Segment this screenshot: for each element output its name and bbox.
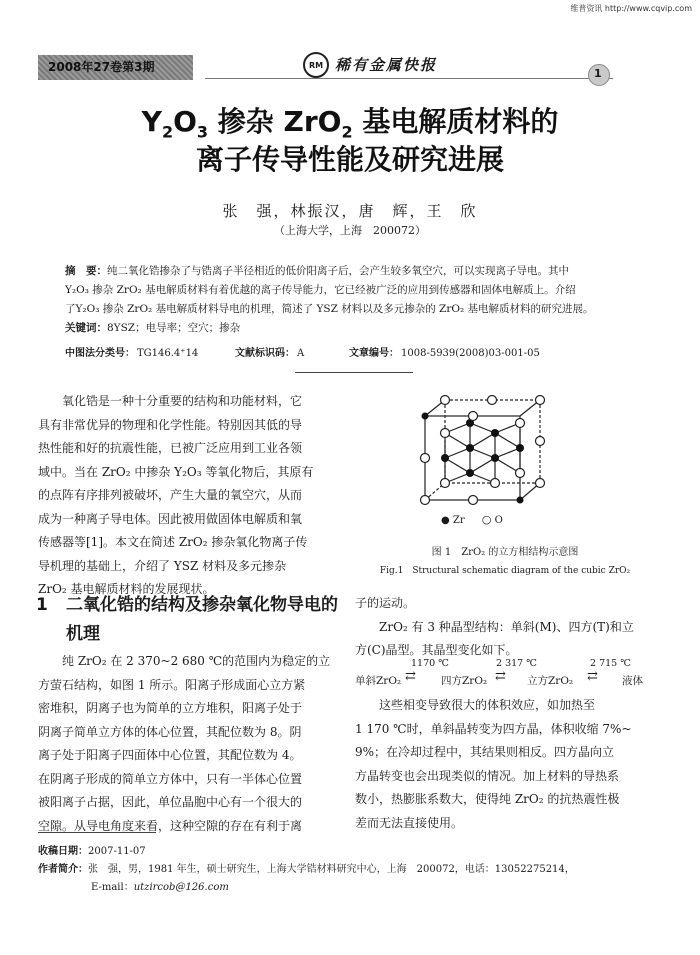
title-y: Y: [141, 105, 162, 138]
doc-label: 文献标识码：: [235, 348, 295, 359]
sec1-line: 离子处于阳离子四面体中心位置，其配位数为 4。: [38, 748, 302, 762]
right-line: 这些相变导致很大的体积效应，如加热至: [379, 698, 596, 712]
doc-code: [235, 344, 304, 359]
paper-title-line2: 离子传导性能及研究进展: [195, 143, 504, 176]
arrow-icon: ⇄: [405, 669, 416, 684]
phase-liquid: 液体: [622, 675, 643, 687]
o-circle-icon: ○: [481, 513, 492, 526]
abstract-line: Y₂O₃ 掺杂 ZrO₂ 基电解质材料有着优越的离子传导能力，它已经被广泛的应用到传感器和固体电解质上。介绍: [65, 284, 576, 296]
sec1-line: 被阳离子占据，因此，单位晶胞中心有一个很大的: [38, 795, 303, 809]
phase-transition-equation: [355, 658, 655, 692]
authors: 张 强，林振汉，唐 辉，王 欣: [222, 202, 478, 220]
intro-line: 热性能和好的抗震性能，已被广泛应用到工业各领: [38, 441, 303, 455]
abstract-line: 了Y₂O₃ 掺杂 ZrO₂ 基电解质材料导电的机理，简述了 YSZ 材料以及多元掺杂的 ZrO₂ 基电解质材料的研究进展。: [65, 303, 594, 315]
footnote-received: [38, 843, 146, 860]
right-line: 方(C)晶型。其晶型变化如下。: [355, 643, 518, 657]
right-line: 9%；在冷却过程中，其结果则相反。四方晶向立: [355, 745, 615, 759]
sec1-line: 在阴离子形成的简单立方体中，只有一半体心位置: [38, 771, 303, 786]
title-o: O: [173, 105, 197, 138]
sec1-line: 密堆积，阴离子也为简单的立方堆积，阳离子处于: [38, 701, 303, 715]
section-number: 1: [36, 595, 48, 615]
right-line: 1 170 ℃时，单斜晶转变为四方晶，体积收缩 7%~: [355, 721, 632, 736]
right-col-text-2: [355, 694, 655, 835]
abstract: [65, 262, 635, 338]
intro-line: 的点阵有序排列被破坏，产生大量的氧空穴，从而: [38, 488, 303, 502]
intro-line: 成为一种离子导电体。因此被用做固体电解质和氧: [38, 511, 303, 526]
volume-label: 2008年27卷第3期: [48, 60, 155, 74]
email-label: E-mail：: [91, 882, 134, 893]
journal-logo-icon: [303, 52, 329, 78]
clc-value: TG146.4⁺14: [137, 348, 199, 359]
right-line: 方晶转变也会出现类似的情况。加上材料的导热系: [355, 768, 620, 783]
phase-cubic: 立方ZrO₂: [527, 675, 574, 687]
right-col-text: [355, 592, 655, 663]
journal-name: 稀有金属快报: [335, 56, 438, 74]
intro-line: 传感器等[1]。本文在简述 ZrO₂ 掺杂氧化物离子传: [38, 535, 308, 549]
page-number: 1: [594, 67, 602, 80]
title-sub: 2: [341, 122, 353, 142]
figure-caption-en: Fig.1 Structural schematic diagram of the cubic ZrO₂: [379, 566, 631, 576]
footnote-rule: [38, 832, 156, 833]
legend-zr: Zr: [452, 515, 465, 526]
temp-3: 2 715 ℃: [590, 658, 631, 669]
author-label: 作者简介：: [38, 864, 88, 875]
temp-2: 2 317 ℃: [496, 658, 537, 669]
sec1-line: 方萤石结构，如图 1 所示。阳离子形成面心立方紧: [38, 677, 306, 692]
right-line: 子的运动。: [355, 596, 416, 610]
paper-title-line1: [0, 100, 700, 142]
author-bio: 张 强，男，1981 年生，硕士研究生，上海大学锆材料研究中心，上海 200072，电话：13052275214，: [88, 864, 575, 875]
title-sub: 3: [196, 122, 209, 142]
intro-line: 具有非常优异的物理和化学性能。特别因其低的导: [38, 417, 303, 432]
abstract-label: 摘 要：: [65, 265, 107, 277]
figure-legend: [441, 513, 503, 526]
right-line: ZrO₂ 有 3 种晶型结构：单斜(M)、四方(T)和立: [379, 619, 634, 634]
abstract-rule: [295, 372, 413, 373]
received-date: 2007-11-07: [88, 846, 146, 857]
footnote-author: [38, 861, 678, 878]
article-label: 文章编号：: [349, 348, 399, 359]
temp-1: 1170 ℃: [411, 658, 449, 669]
watermark: 维普资讯 http://www.cqvip.com: [570, 4, 692, 13]
footnote-email: [91, 879, 229, 896]
email-value: utzircob@126.com: [133, 882, 229, 893]
affiliation: （上海大学，上海 200072）: [274, 224, 426, 237]
zr-dot-icon: ●: [441, 515, 450, 526]
abstract-line: 纯二氧化锆掺杂了与锆离子半径相近的低价阳离子后，会产生较多氧空穴，可以实现离子导电。其中: [107, 265, 569, 277]
sec1-line: 空隙。从导电角度来看，这种空隙的存在有利于离: [38, 818, 303, 833]
arrow-icon: ⇄: [587, 669, 598, 684]
article-value: 1008-5939(2008)03-001-05: [401, 348, 540, 359]
title-end: 基电解质材料的: [352, 105, 559, 138]
arrow-icon: ⇄: [495, 669, 506, 684]
phase-tetragonal: 四方ZrO₂: [441, 675, 488, 687]
clc-label: 中图法分类号：: [65, 348, 135, 359]
intro-line: 域中。当在 ZrO₂ 中掺杂 Y₂O₃ 等氧化物后，其原有: [38, 464, 314, 479]
article-number: [349, 344, 540, 359]
keywords-label: 关键词：: [65, 322, 107, 334]
doc-value: A: [297, 348, 305, 359]
section-title: 二氧化锆的结构及掺杂氧化物导电的机理: [66, 595, 338, 644]
sec1-line: 阴离子简单立方体的体心位置，其配位数为 8。阴: [38, 724, 302, 739]
figure-caption-cn: 图 1 ZrO₂ 的立方相结构示意图: [431, 547, 579, 558]
intro-line: ZrO₂ 基电解质材料的发展现状。: [38, 582, 215, 596]
received-label: 收稿日期：: [38, 846, 88, 857]
logo-text: RM: [308, 60, 324, 70]
intro-line: 导机理的基础上，介绍了 YSZ 材料及多元掺杂: [38, 558, 287, 573]
phase-monoclinic: 单斜ZrO₂: [355, 675, 402, 687]
fluorite-structure-figure: [415, 388, 555, 508]
right-line: 差而无法直接使用。: [355, 815, 464, 830]
classification-row: [65, 344, 198, 359]
sec1-line: 纯 ZrO₂ 在 2 370~2 680 ℃的范围内为稳定的立: [62, 654, 331, 668]
intro-paragraph: [38, 390, 344, 602]
section1-paragraph: [38, 650, 344, 838]
right-line: 数小，热膨胀系数大，使得纯 ZrO₂ 的抗热震性极: [355, 792, 620, 806]
intro-line: 氧化锆是一种十分重要的结构和功能材料，它: [62, 394, 303, 408]
title-mid: 掺杂 ZrO: [208, 105, 342, 138]
title-sub: 2: [161, 122, 174, 142]
keywords: 8YSZ；电导率；空穴；掺杂: [107, 322, 241, 334]
header-rule: [205, 78, 613, 79]
legend-o: O: [494, 515, 503, 526]
